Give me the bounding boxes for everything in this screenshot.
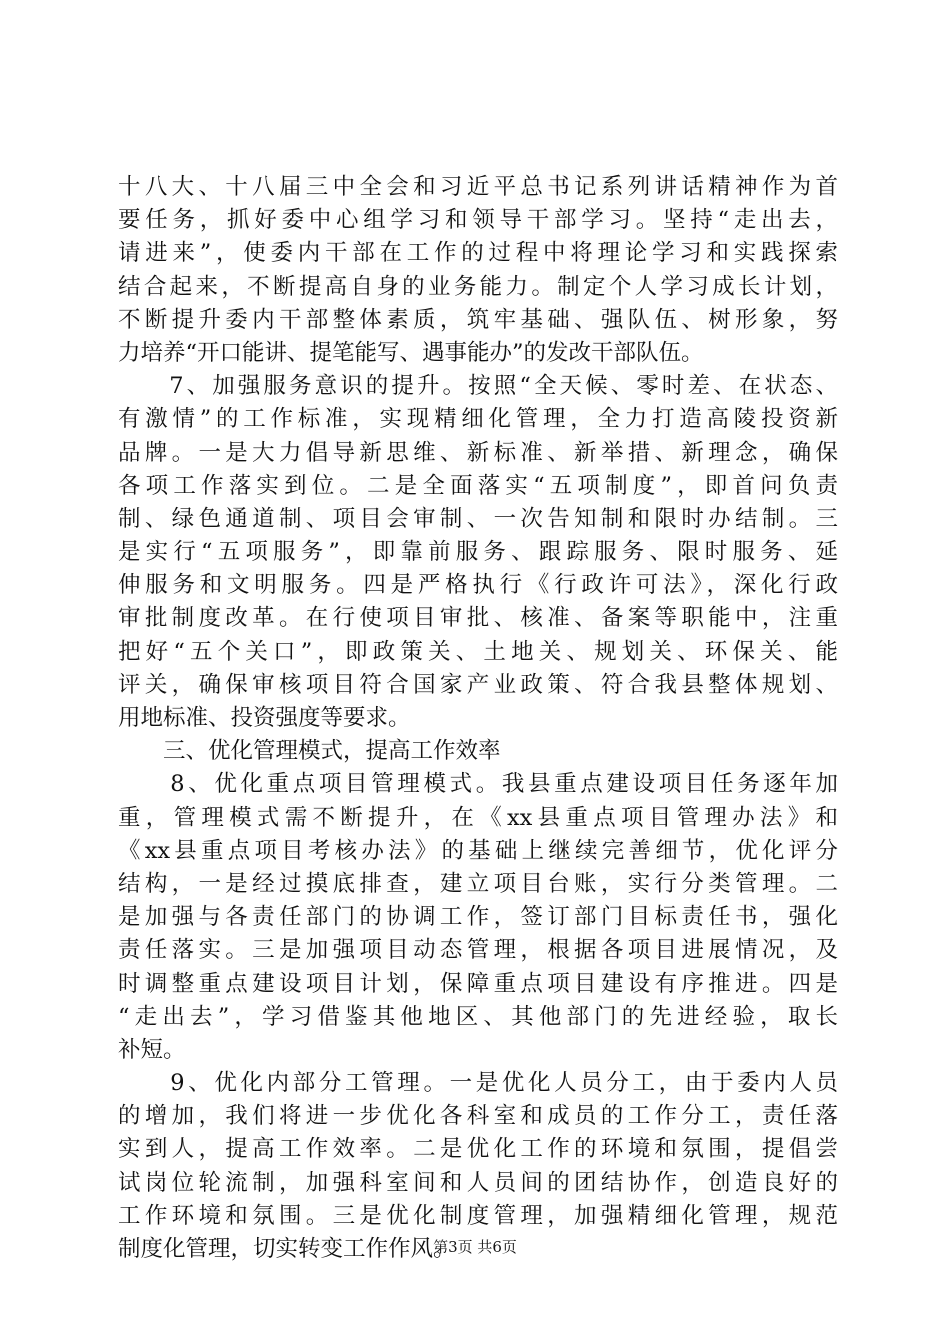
text-line: 制度化管理，切实转变工作作风。 <box>118 1236 456 1262</box>
text-line: 力培养“开口能讲、提笔能写、遇事能办”的发改干部队伍。 <box>118 339 704 366</box>
text-line: 时调整重点建设项目计划，保障重点项目建设有序推进。四是 <box>118 970 838 997</box>
text-line: 7、加强服务意识的提升。按照“全天候、零时差、在状态、 <box>118 373 838 400</box>
text-line: 《xx县重点项目考核办法》的基础上继续完善细节，优化评分 <box>118 837 838 864</box>
text-line: 有激情”的工作标准，实现精细化管理，全力打造高陵投资新 <box>118 406 838 433</box>
text-line: 品牌。一是大力倡导新思维、新标准、新举措、新理念，确保 <box>118 439 838 466</box>
text-line: 审批制度改革。在行使项目审批、核准、备案等职能中，注重 <box>118 605 838 632</box>
text-line: 不断提升委内干部整体素质，筑牢基础、强队伍、树形象，努 <box>118 306 838 333</box>
text-line: “走出去”，学习借鉴其他地区、其他部门的先进经验，取长 <box>118 1003 838 1030</box>
text-line: 要任务，抓好委中心组学习和领导干部学习。坚持“走出去， <box>118 207 838 234</box>
text-line: 结构，一是经过摸底排查，建立项目台账，实行分类管理。二 <box>118 870 838 897</box>
text-line: 把好“五个关口”，即政策关、土地关、规划关、环保关、能 <box>118 638 838 665</box>
text-line: 三、优化管理模式，提高工作效率 <box>118 738 501 765</box>
page-footer: 第3页 共6页 <box>433 1238 517 1256</box>
text-line: 8、优化重点项目管理模式。我县重点建设项目任务逐年加 <box>118 771 838 798</box>
text-line: 重，管理模式需不断提升，在《xx县重点项目管理办法》和 <box>118 804 838 831</box>
document-body <box>118 171 838 1266</box>
text-line: 伸服务和文明服务。四是严格执行《行政许可法》，深化行政 <box>118 572 838 599</box>
text-line: 责任落实。三是加强项目动态管理，根据各项目进展情况，及 <box>118 937 838 964</box>
text-line: 十八大、十八届三中全会和习近平总书记系列讲话精神作为首 <box>118 174 838 200</box>
text-line: 各项工作落实到位。二是全面落实“五项制度”，即首问负责 <box>118 472 838 499</box>
text-line: 9、优化内部分工管理。一是优化人员分工，由于委内人员 <box>118 1070 838 1097</box>
text-line: 工作环境和氛围。三是优化制度管理，加强精细化管理，规范 <box>118 1202 838 1229</box>
text-line: 制、绿色通道制、项目会审制、一次告知制和限时办结制。三 <box>118 505 838 532</box>
text-line: 评关，确保审核项目符合国家产业政策、符合我县整体规划、 <box>118 671 838 698</box>
text-line: 试岗位轮流制，加强科室间和人员间的团结协作，创造良好的 <box>118 1169 838 1196</box>
text-line: 是加强与各责任部门的协调工作，签订部门目标责任书，强化 <box>118 904 838 931</box>
text-line: 补短。 <box>118 1036 186 1063</box>
text-line: 的增加，我们将进一步优化各科室和成员的工作分工，责任落 <box>118 1103 838 1130</box>
text-line: 实到人，提高工作效率。二是优化工作的环境和氛围，提倡尝 <box>118 1136 838 1163</box>
text-line: 结合起来，不断提高自身的业务能力。制定个人学习成长计划， <box>118 273 838 300</box>
text-line: 请进来”，使委内干部在工作的过程中将理论学习和实践探索 <box>118 240 838 267</box>
text-line: 是实行“五项服务”，即靠前服务、跟踪服务、限时服务、延 <box>118 539 838 566</box>
text-line: 用地标准、投资强度等要求。 <box>118 705 411 731</box>
